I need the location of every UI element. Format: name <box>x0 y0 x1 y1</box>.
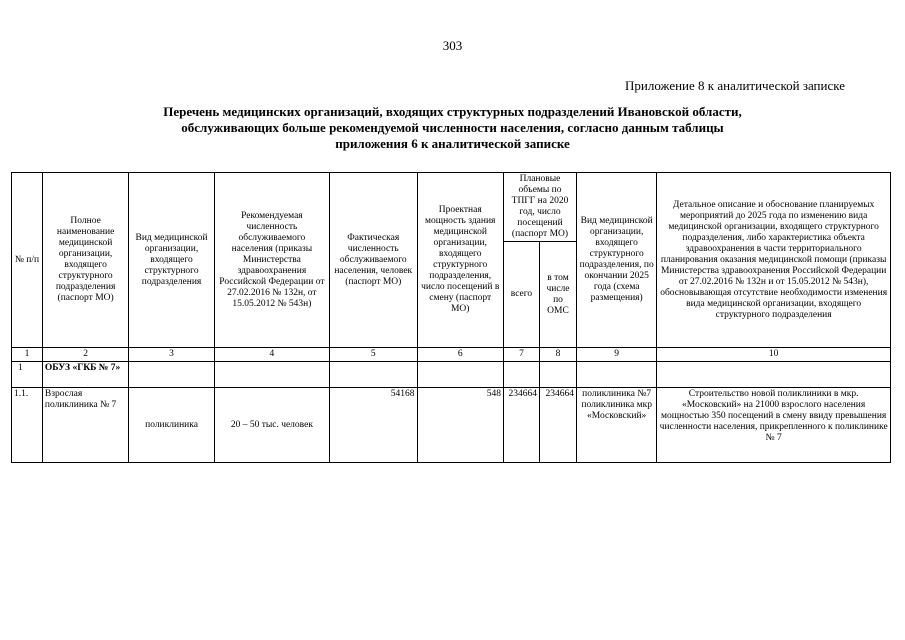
column-number-row <box>12 348 891 362</box>
title-line-1: Перечень медицинских организаций, входящих структурных подразделений Ивановской области, <box>163 104 742 119</box>
empty-cell <box>577 362 657 388</box>
header-actual-population: Фактическая численность обслуживаемого населения, человек (паспорт МО) <box>330 173 417 348</box>
row-recommended: 20 – 50 тыс. человек <box>214 388 329 463</box>
empty-cell <box>330 362 417 388</box>
header-total: всего <box>503 242 539 348</box>
header-org-type-2025: Вид медицинской организации, входящего структурного подразделения, по окончании 2025 года (схема размещения) <box>577 173 657 348</box>
header-num: № п/п <box>12 173 43 348</box>
col-number: 6 <box>417 348 503 362</box>
row-capacity: 548 <box>417 388 503 463</box>
empty-cell <box>417 362 503 388</box>
header-description: Детальное описание и обоснование планируемых мероприятий до 2025 года по изменению вида медицинской организации, входящего структурного подразделения, либо характеристика объекта здравоохранения в части территориального планирования оказания медицинской помощи (приказы Министерства здравоохранения Российской Федерации от 27.02.2016 № 132н и от 15.05.2012 № 543н), обосновывающая отсутствие необходимости изменения вида медицинской организации, входящего структурного подразделения <box>657 173 891 348</box>
row-total: 234664 <box>503 388 539 463</box>
row-type-2025: поликлиника №7 поликлиника мкр «Московский» <box>577 388 657 463</box>
header-oms: в том числе по ОМС <box>539 242 576 348</box>
title-line-3: приложения 6 к аналитической записке <box>335 136 570 151</box>
org-name: ОБУЗ «ГКБ № 7» <box>42 362 128 388</box>
row-oms: 234664 <box>539 388 576 463</box>
row-name: Взрослая поликлиника № 7 <box>42 388 128 463</box>
page-number: 303 <box>442 38 463 53</box>
appendix-caption: Приложение 8 к аналитической записке <box>625 78 845 93</box>
header-row <box>12 173 891 242</box>
row-description: Строительство новой поликлиники в мкр. «Московский» на 21000 взрослого населения мощностью 350 посещений в смену ввиду превышения численности населения, прикрепленного к поликлинике № 7 <box>657 388 891 463</box>
row-num: 1.1. <box>12 388 43 463</box>
col-number: 2 <box>42 348 128 362</box>
header-full-name: Полное наименование медицинской организации, входящего структурного подразделения (паспорт МО) <box>42 173 128 348</box>
col-number: 10 <box>657 348 891 362</box>
header-design-capacity: Проектная мощность здания медицинской организации, входящего структурного подразделения, число посещений в смену (паспорт МО) <box>417 173 503 348</box>
col-number: 1 <box>12 348 43 362</box>
header-planned-volumes: Плановые объемы по ТПГГ на 2020 год, число посещений (паспорт МО) <box>503 173 576 242</box>
table-row <box>12 388 891 463</box>
col-number: 8 <box>539 348 576 362</box>
row-actual: 54168 <box>330 388 417 463</box>
col-number: 3 <box>129 348 214 362</box>
org-row <box>12 362 891 388</box>
header-recommended-population: Рекомендуемая численность обслуживаемого населения (приказы Министерства здравоохранения Российской Федерации от 27.02.2016 № 132н, от 15.05.2012 № 543н) <box>214 173 329 348</box>
empty-cell <box>214 362 329 388</box>
col-number: 4 <box>214 348 329 362</box>
col-number: 9 <box>577 348 657 362</box>
row-type: поликлиника <box>129 388 214 463</box>
organizations-table <box>11 172 891 463</box>
empty-cell <box>657 362 891 388</box>
document-title <box>100 104 805 152</box>
empty-cell <box>539 362 576 388</box>
title-line-2: обслуживающих больше рекомендуемой численности населения, согласно данным таблицы <box>181 120 724 135</box>
empty-cell <box>503 362 539 388</box>
col-number: 5 <box>330 348 417 362</box>
header-org-type: Вид медицинской организации, входящего структурного подразделения <box>129 173 214 348</box>
org-num: 1 <box>12 362 43 388</box>
empty-cell <box>129 362 214 388</box>
col-number: 7 <box>503 348 539 362</box>
